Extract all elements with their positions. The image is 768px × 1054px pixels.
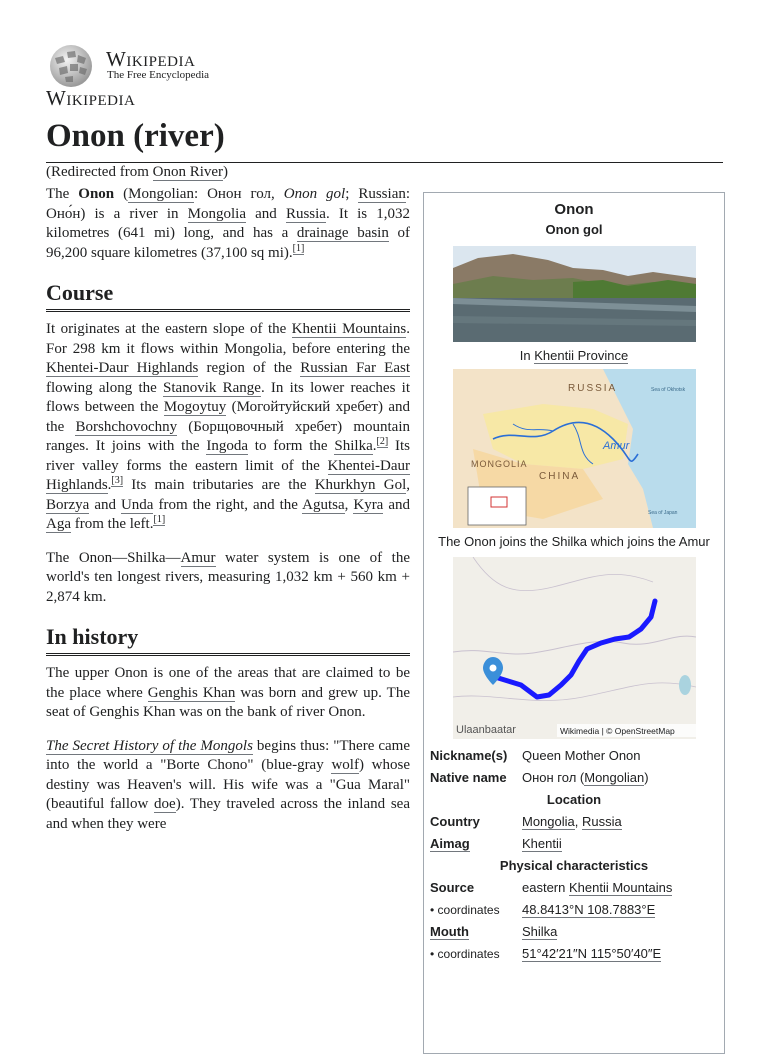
link-unda[interactable]: Unda <box>120 496 154 513</box>
redirect-notice: (Redirected from Onon River) <box>46 164 229 180</box>
link-agutsa[interactable]: Agutsa <box>302 496 345 513</box>
link-doe[interactable]: doe <box>154 796 176 812</box>
link-secret-history[interactable]: The Secret History of the Mongols <box>46 737 253 754</box>
map-label-china: CHINA <box>538 471 580 482</box>
row-country: Country Mongolia, Russia <box>430 814 622 829</box>
link-russian[interactable]: Russian <box>358 186 406 202</box>
link-kyra[interactable]: Kyra <box>353 496 384 513</box>
link-russian-far-east[interactable]: Russian Far East <box>300 360 410 376</box>
row-physical-header: Physical characteristics <box>499 858 649 873</box>
course-paragraph-1: It originates at the eastern slope of the Khentii Mountains. For 298 km it flows within Mongolia, before entering the Khentei-Daur Highlands region of the Russian Far East flowing along the Stanovik Range. In its lower reaches it flows between the Mogoytuy (Могойтуйский хребет) and the Borshchovochny (Борщовочный хребет) mountain ranges. It joins with the Ingoda to form the Shilka.[2] Its river valley forms the eastern limit of the Khentei-Daur Highlands.[3] Its main tributaries are the Khurkhyn Gol, Borzya and Unda from the right, and the Agutsa, Kyra and Aga from the left.[1] <box>46 321 411 532</box>
heading-course: Course <box>46 279 410 312</box>
river-photo[interactable] <box>453 246 696 342</box>
row-source-coordinates: • coordinates 48.8413°N 108.7883°E <box>430 902 656 917</box>
link-borzya[interactable]: Borzya <box>46 496 90 513</box>
link-aimag-khentii[interactable]: Khentii <box>522 836 562 851</box>
intro-paragraph: The Onon (Mongolian: Онон гол, Onon gol; Russian: Оно́н) is a river in Mongolia and Russia. It is 1,032 kilometres (641 mi) long, and has a drainage basin of 96,200 square kilometres (37,100 sq mi).[1] <box>46 186 411 261</box>
heading-in-history: In history <box>46 623 410 656</box>
link-stanovik-range[interactable]: Stanovik Range <box>163 379 261 396</box>
infobox-subtitle: Onon gol <box>545 222 603 237</box>
row-native-name: Native name Онон гол (Mongolian) <box>430 770 649 785</box>
link-genghis-khan[interactable]: Genghis Khan <box>147 684 236 701</box>
link-country-russia[interactable]: Russia <box>582 814 622 829</box>
wikipedia-tagline: The Free Encyclopedia <box>107 69 210 81</box>
link-khentei-daur-highlands-2[interactable]: Khentei-Daur Highlands <box>46 457 410 493</box>
link-mongolian[interactable]: Mongolian <box>128 186 194 202</box>
row-mouth-coordinates: • coordinates 51°42′21″N 115°50′40″E <box>430 946 662 961</box>
article-content <box>46 185 410 848</box>
link-khentii-mountains[interactable]: Khentii Mountains <box>291 321 407 337</box>
ref-1[interactable]: [1] <box>292 242 305 254</box>
map-label-amur: Amur <box>602 440 629 452</box>
photo-caption: In Khentii Province <box>519 348 629 363</box>
link-russia[interactable]: Russia <box>285 205 326 222</box>
ref-3[interactable]: [3] <box>111 475 124 486</box>
ref-1b[interactable]: [1] <box>153 514 166 525</box>
row-aimag <box>424 833 724 855</box>
wikipedia-globe-icon[interactable] <box>45 42 97 88</box>
link-drainage-basin[interactable]: drainage basin <box>296 225 389 241</box>
wikipedia-wordmark-secondary[interactable]: Wikipedia <box>46 86 136 110</box>
link-source-khentii[interactable]: Khentii Mountains <box>568 880 673 895</box>
amur-basin-map[interactable] <box>453 369 696 528</box>
link-shilka[interactable]: Shilka <box>334 438 373 454</box>
link-mogoytuy[interactable]: Mogoytuy <box>163 399 227 415</box>
map-label-ulaanbaatar: Ulaanbaatar <box>455 724 516 736</box>
map-label-sea-okhotsk: Sea of Okhotsk <box>650 387 685 393</box>
map-attribution[interactable]: Wikimedia | © OpenStreetMap <box>559 726 675 736</box>
ref-2[interactable]: [2] <box>376 436 389 447</box>
wikipedia-wordmark[interactable]: Wikipedia <box>106 47 196 71</box>
map-label-russia: RUSSIA <box>567 383 617 394</box>
map-label-mongolia: MONGOLIA <box>470 459 528 469</box>
history-paragraph-1: The upper Onon is one of the areas that are claimed to be the place where Genghis Khan was born and grew up. The seat of Genghis Khan was on the bank of river Onon. <box>46 665 410 720</box>
row-source: Source eastern Khentii Mountains <box>430 880 673 895</box>
row-location-header: Location <box>546 792 602 807</box>
link-mongolia[interactable]: Mongolia <box>187 205 247 222</box>
link-mouth[interactable]: Mouth <box>430 924 469 939</box>
infobox <box>423 192 725 1054</box>
link-aga[interactable]: Aga <box>46 516 71 532</box>
link-mouth-shilka[interactable]: Shilka <box>522 924 558 939</box>
link-mouth-coordinates[interactable]: 51°42′21″N 115°50′40″E <box>522 946 662 961</box>
infobox-title: Onon <box>554 201 594 218</box>
page-title: Onon (river) <box>46 118 225 154</box>
link-source-coordinates[interactable]: 48.8413°N 108.7883°E <box>522 902 656 917</box>
link-native-mongolian[interactable]: Mongolian <box>584 770 645 785</box>
infobox-table <box>424 745 724 965</box>
link-khentei-daur-highlands[interactable]: Khentei-Daur Highlands <box>46 360 199 376</box>
link-amur[interactable]: Amur <box>180 549 216 566</box>
river-course-map[interactable] <box>453 557 696 739</box>
link-aimag[interactable]: Aimag <box>430 836 470 851</box>
map-caption: The Onon joins the Shilka which joins the Amur <box>438 534 710 549</box>
link-wolf[interactable]: wolf <box>331 757 359 773</box>
history-paragraph-2: The Secret History of the Mongols begins thus: "There came into the world a "Borte Chono" (blue-gray wolf) whose destiny was Heaven's will. His wife was a "Gua Maral" (beautiful fallow doe). They traveled across the inland sea and when they were <box>46 737 411 832</box>
link-ingoda[interactable]: Ingoda <box>206 438 248 454</box>
redirect-link[interactable]: Onon River <box>152 164 224 180</box>
link-country-mongolia[interactable]: Mongolia <box>522 814 575 829</box>
link-khentii-province[interactable]: Khentii Province <box>534 348 629 363</box>
link-borshchovochny[interactable]: Borshchovochny <box>75 418 178 435</box>
row-nickname: Nickname(s) Queen Mother Onon <box>430 748 641 763</box>
row-mouth <box>424 921 724 943</box>
link-khurkhyn-gol[interactable]: Khurkhyn Gol <box>314 477 407 493</box>
course-paragraph-2: The Onon—Shilka—Amur water system is one of the world's ten longest rivers, measuring 1,032 km + 560 km + 2,874 km. <box>46 549 410 605</box>
map-label-sea-japan: Sea of Japan <box>647 510 677 516</box>
